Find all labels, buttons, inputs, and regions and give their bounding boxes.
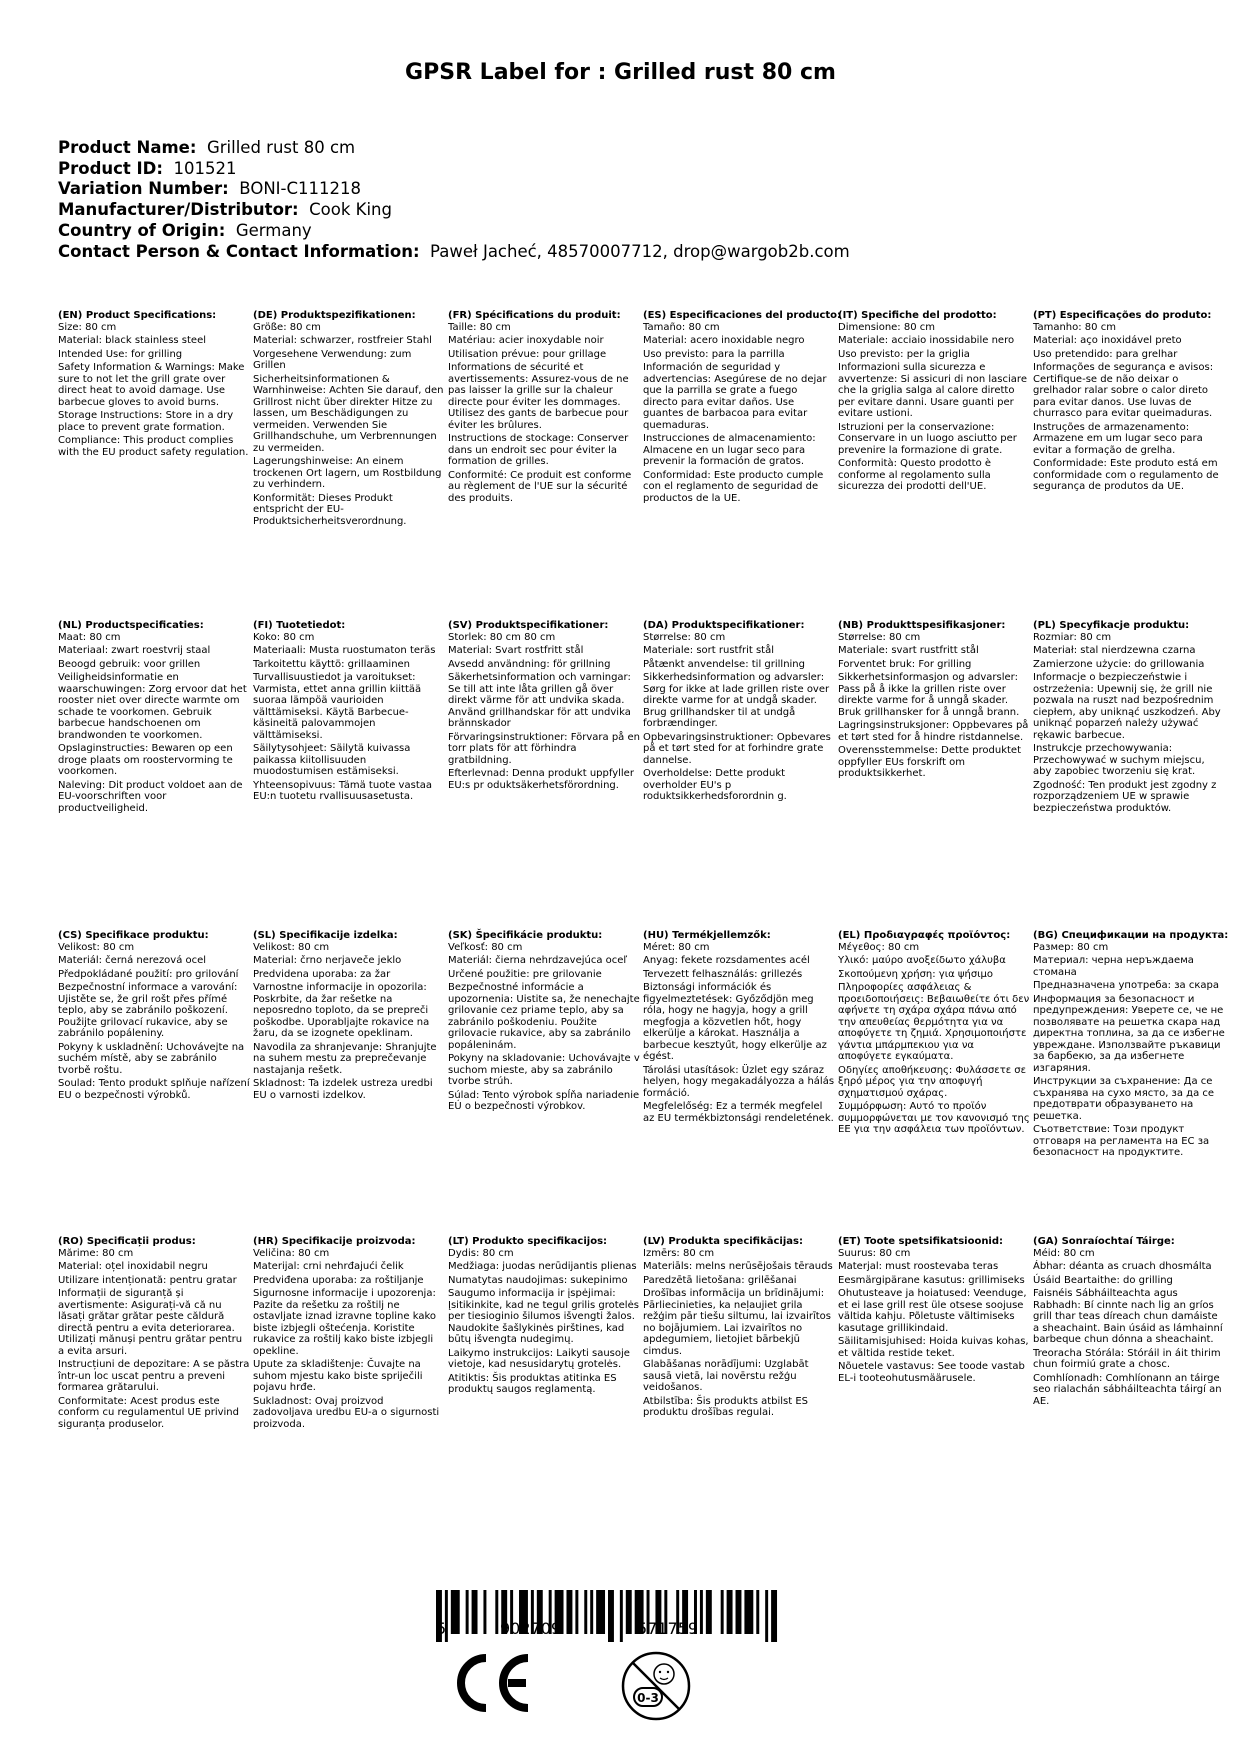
spec-line: Materiale: sort rustfrit stål [643, 645, 774, 656]
spec-line: Förvaringsinstruktioner: Förvara på en torr plats för att förhindra gratbildning. [448, 731, 640, 766]
spec-line: Numatytas naudojimas: sukepinimo [448, 1274, 628, 1286]
barcode-lead-digit: 5 [436, 1619, 447, 1638]
spec-line: Storlek: 80 cm 80 cm [448, 631, 556, 643]
spec-line: Istruzioni per la conservazione: Conservare in un luogo asciutto per prevenire la formazione di grate. [838, 421, 1017, 456]
spec-line: Ohutusteave ja hoiatused: Veenduge, et ei lase grill rest üle otsese soojuse vältida kahju. Põletuste vältimiseks kasutage grillikindaid. [838, 1288, 1027, 1334]
spec-heading: (PL) Specyfikacje produktu: [1033, 620, 1190, 631]
spec-block [448, 1236, 640, 1398]
spec-heading: (SV) Produktspecifikationer: [448, 620, 609, 631]
spec-line: Saugumo informacija ir įspėjimai: Įsitikinkite, kad ne tegul grilis grotelės per tiesioginio šilumos išvengti žalos. Naudokite šašlykinės pirštines, kad būtų išvengta nudegimų. [448, 1288, 639, 1345]
spec-line: Atbilstība: Šis produkts atbilst ES produktu drošības regulai. [643, 1395, 809, 1418]
spec-heading: (SL) Specifikacije izdelka: [253, 930, 398, 941]
barcode-bar [756, 1590, 759, 1634]
spec-line: Sikkerhetsinformasjon og advarsler: Pass på å ikke la grillen riste over direkte varme for å unngå skader. Bruk grillhansker for å unngå brann. [838, 672, 1020, 718]
spec-line: Säilytysohjeet: Säilytä kuivassa paikassa kiitollisuuden muodostumisen estämiseksi. [253, 743, 411, 777]
spec-line: Συμμόρφωση: Αυτό το προϊόν συμμορφώνεται με τον κανονισμό της ΕΕ για την ασφάλεια των προϊόντων. [838, 1101, 1030, 1135]
spec-line: Biztonsági információk és figyelmeztetések: Győződjön meg róla, hogy ne hagyja, hogy a grill megfogja a közvetlen hőt, hogy elkerülje a károkat. Használja a barbecue kesztyűt, hogy elkerülje az égést. [643, 982, 827, 1062]
spec-block [253, 310, 445, 529]
spec-line: Nõuetele vastavus: See toode vastab EL-i tooteohutusmäärusele. [838, 1361, 1025, 1384]
spec-line: Comhlíonadh: Comhlíonann an táirge seo rialachán sábháilteachta táirgí an AE. [1033, 1372, 1222, 1407]
spec-line: Instructions de stockage: Conserver dans un endroit sec pour éviter la formation de grilles. [448, 433, 629, 467]
spec-line: Yhteensopivuus: Tämä tuote vastaa EU:n tuotetu rvallisuusasetusta. [253, 779, 432, 802]
spec-line: Laikymo instrukcijos: Laikyti sausoje vietoje, kad nesusidarytų grotelės. [448, 1347, 630, 1370]
spec-line: Předpokládané použití: pro grilování [58, 968, 239, 980]
spec-heading: (ET) Toote spetsifikatsioonid: [838, 1236, 1004, 1247]
spec-line: Faisnéis Sábháilteachta agus Rabhadh: Bí cinnte nach lig an gríos grill thar teas díreach chun damáiste a sheachaint. Bain úsáid as lámhainní barbeque chun dónna a sheachaint. [1033, 1288, 1223, 1345]
barcode-bar [608, 1590, 614, 1642]
spec-line: Instrucțiuni de depozitare: A se păstra într-un loc uscat pentru a preveni formarea grătarului. [58, 1359, 250, 1393]
spec-heading: (NL) Productspecificaties: [58, 620, 204, 631]
spec-block [448, 620, 640, 793]
barcode-bar [483, 1590, 486, 1634]
info-country-of-origin: Country of Origin: Germany [58, 220, 312, 240]
spec-line: Utilizare intenționată: pentru gratar [58, 1274, 237, 1286]
spec-line: Soulad: Tento produkt splňuje nařízení EU o bezpečnosti výrobků. [58, 1078, 250, 1101]
spec-line: Veličina: 80 cm [253, 1247, 330, 1259]
barcode-bar [590, 1590, 593, 1634]
spec-line: Glabāšanas norādījumi: Uzglabāt sausā vietā, lai novērstu režģu veidošanos. [643, 1359, 809, 1393]
spec-line: Dydis: 80 cm [448, 1247, 514, 1259]
spec-line: Drošības informācija un brīdinājumi: Pārliecinieties, ka neļaujiet grila režģim pār tiešu siltumu, lai izvairītos no bojājumiem. Lai izvairītos no apdegumiem, lietojiet bārbekjū cimdus. [643, 1288, 831, 1357]
spec-line: Materijal: crni nehrđajući čelik [253, 1261, 404, 1272]
spec-line: Предназначена употреба: за скара [1033, 980, 1219, 991]
spec-line: Πληροφορίες ασφάλειας & προειδοποιήσεις: Βεβαιωθείτε ότι δεν αφήνετε τη σχάρα σχάρα πάνω από την απευθείας θερμότητα για να αποφύγετε τη ζημιά. Χρησιμοποιήστε γάντια μπάρμπεκιου για να αποφύγετε εγκαύματα. [838, 982, 1030, 1062]
spec-line: Instrukcje przechowywania: Przechowywać w suchym miejscu, aby zapobiec tworzeniu się krat. [1033, 743, 1205, 777]
spec-line: Størrelse: 80 cm [838, 631, 921, 643]
barcode-bar [575, 1590, 578, 1634]
spec-line: Informations de sécurité et avertissements: Assurez-vous de ne pas laisser la grille sur la chaleur directe pour éviter les dommages. Utilisez des gants de barbecue pour éviter les brûlures. [448, 362, 629, 431]
spec-heading: (BG) Спецификации на продукта: [1033, 930, 1229, 941]
info-product-name: Product Name: Grilled rust 80 cm [58, 138, 356, 157]
spec-block [1033, 620, 1225, 816]
spec-line: Pokyny k uskladnění: Uchovávejte na suchém místě, aby se zabránilo tvorbě roštu. [58, 1041, 245, 1076]
spec-heading: (PT) Especificações do produto: [1033, 310, 1212, 321]
spec-line: Conformità: Questo prodotto è conforme al regolamento sulla sicurezza dei prodotti dell'UE. [838, 458, 992, 492]
product-info [58, 138, 850, 262]
spec-line: Informații de siguranță și avertismente: Asigurați-vă că nu lăsați grătar grătar peste căldură directă pentru a evita deteriorarea. Utilizați mănuși pentru grătar pentru a evita arsuri. [58, 1288, 243, 1357]
spec-line: Tamaño: 80 cm [643, 321, 720, 333]
spec-line: Materiál: čierna nehrdzavejúca oceľ [448, 955, 628, 966]
spec-block [253, 930, 445, 1103]
spec-line: Säkerhetsinformation och varningar: Se till att inte låta grillen gå över direkt värme för att undvika skada. Använd grillhandskar för att undvika brännskador [448, 672, 631, 729]
spec-line: Veľkosť: 80 cm [448, 941, 523, 953]
spec-line: Uso pretendido: para grelhar [1033, 348, 1178, 360]
spec-line: Conformité: Ce produit est conforme au règlement de l'UE sur la sécurité des produits. [448, 469, 632, 504]
spec-block [643, 310, 842, 506]
spec-heading: (FI) Tuotetiedot: [253, 620, 346, 631]
spec-line: Material: acero inoxidable negro [643, 335, 805, 346]
spec-line: Compliance: This product complies with the EU product safety regulation. [58, 435, 249, 458]
spec-line: Materiāls: melns nerūsējošais tērauds [643, 1261, 833, 1272]
spec-line: Safety Information & Warnings: Make sure to not let the grill grate over direct heat to avoid damage. Use barbecue gloves to avoid burns. [58, 362, 245, 408]
barcode-bar [744, 1590, 753, 1634]
spec-line: Suurus: 80 cm [838, 1247, 911, 1259]
spec-heading: (NB) Produkttspesifikasjoner: [838, 620, 1006, 631]
spec-line: Информация за безопасност и предупреждения: Уверете се, че не позволявате на решетка скара над директна топлина, за да се избегне увреждане. Използвайте ръкавици за барбекю, за да избегнете изгаряния. [1033, 993, 1225, 1074]
spec-line: Méid: 80 cm [1033, 1247, 1095, 1259]
barcode-bar [626, 1590, 632, 1634]
barcode-right-digits: 571759 [637, 1619, 699, 1638]
spec-line: Veiligheidsinformatie en waarschuwingen: Zorg ervoor dat het rooster niet over directe warmte om schade te voorkomen. Gebruik barbecue handschoenen om brandwonden te voorkomen. [58, 672, 247, 741]
spec-line: Medžiaga: juodas nerūdijantis plienas [448, 1261, 637, 1272]
age-warning-icon [620, 1650, 692, 1722]
spec-line: Koko: 80 cm [253, 631, 315, 643]
svg-text:0-3: 0-3 [637, 1691, 659, 1705]
spec-line: Material: black stainless steel [58, 335, 207, 346]
spec-line: Materiál: černá nerezová ocel [58, 955, 207, 966]
barcode-bar [620, 1590, 623, 1642]
spec-line: Съответствие: Този продукт отговаря на регламента на ЕС за безопасност на продуктите. [1033, 1124, 1210, 1158]
spec-line: Izmērs: 80 cm [643, 1247, 715, 1259]
spec-line: Matériau: acier inoxydable noir [448, 335, 604, 346]
spec-line: Naleving: Dit product voldoet aan de EU-voorschriften voor productveiligheid. [58, 779, 243, 814]
spec-line: Anyag: fekete rozsdamentes acél [643, 955, 810, 966]
spec-block [643, 930, 835, 1126]
spec-block [838, 620, 1030, 782]
spec-line: Rozmiar: 80 cm [1033, 631, 1112, 643]
spec-line: Conformidad: Este producto cumple con el reglamento de seguridad de productos de la UE. [643, 469, 824, 504]
spec-line: Materiale: acciaio inossidabile nero [838, 335, 1015, 346]
spec-line: Material: črno nerjaveče jeklo [253, 955, 402, 966]
barcode-bar [451, 1590, 460, 1634]
spec-line: Predviđena uporaba: za roštiljanje [253, 1274, 424, 1286]
spec-line: Skladnost: Ta izdelek ustreza uredbi EU o varnosti izdelkov. [253, 1078, 433, 1101]
spec-line: Instruções de armazenamento: Armazene em um lugar seco para evitar a formação de grelha. [1033, 421, 1203, 456]
spec-line: Οδηγίες αποθήκευσης: Φυλάσσετε σε ξηρό μέρος για την αποφυγή σχηματισμού σχάρας. [838, 1064, 1027, 1099]
spec-block [448, 310, 640, 506]
spec-line: Paredzētā lietošana: grilēšanai [643, 1274, 797, 1286]
spec-block [1033, 310, 1225, 495]
spec-line: Σκοπούμενη χρήση: για ψήσιμο [838, 968, 994, 980]
barcode-bar [706, 1590, 712, 1634]
barcode-bar [700, 1590, 703, 1634]
spec-heading: (RO) Specificații produs: [58, 1236, 196, 1247]
spec-line: Overensstemmelse: Dette produktet oppfyller EUs forskrift om produktsikkerhet. [838, 745, 1021, 779]
spec-line: Conformitate: Acest produs este conform cu regulamentul UE privind siguranța produselor. [58, 1395, 239, 1430]
spec-line: Dimensione: 80 cm [838, 321, 935, 333]
spec-line: Informações de segurança e avisos: Certifique-se de não deixar o grelhador ralar sobre o calor direto para evitar danos. Use luvas de churrasco para evitar queimaduras. [1033, 362, 1214, 419]
spec-line: Material: aço inoxidável preto [1033, 335, 1182, 346]
spec-line: Conformidade: Este produto está em conformidade com o regulamento de segurança de produtos da UE. [1033, 458, 1219, 492]
spec-line: Navodila za shranjevanje: Shranjujte na suhem mestu za preprečevanje nastajanja rešetk. [253, 1041, 437, 1076]
spec-line: Μέγεθος: 80 cm [838, 941, 920, 953]
spec-heading: (IT) Specifiche del prodotto: [838, 310, 997, 321]
spec-line: Tarkoitettu käyttö: grillaaminen [253, 658, 411, 670]
spec-line: Размер: 80 cm [1033, 941, 1109, 953]
spec-line: Informacje o bezpieczeństwie i ostrzeżenia: Upewnij się, że grill nie pozwala na ruszt nad bezpośrednim ciepłem, aby uniknąć uszkodzeń. Aby uniknąć poparzeń należy używać rękawic barbecue. [1033, 672, 1221, 741]
barcode-bar [721, 1590, 724, 1634]
info-contact: Contact Person & Contact Information: Paweł Jacheć, 48570007712, drop@wargob2b.com [58, 241, 850, 261]
barcode-bar [472, 1590, 478, 1634]
spec-line: Zamierzone użycie: do grillowania [1033, 658, 1205, 670]
barcode-bar [495, 1590, 498, 1634]
spec-block [58, 930, 250, 1103]
spec-block [838, 930, 1030, 1138]
spec-line: Størrelse: 80 cm [643, 631, 726, 643]
spec-line: Intended Use: for grilling [58, 348, 183, 360]
spec-line: Súlad: Tento výrobok spĺňa nariadenie EÚ o bezpečnosti výrobkov. [448, 1089, 640, 1112]
spec-line: Storage Instructions: Store in a dry place to prevent grate formation. [58, 410, 234, 433]
spec-block [253, 620, 445, 805]
spec-line: Velikost: 80 cm [253, 941, 330, 953]
spec-block [643, 1236, 835, 1421]
page-title: GPSR Label for : Grilled rust 80 cm [405, 60, 836, 85]
spec-line: Predvidena uporaba: za žar [253, 968, 391, 980]
spec-line: Eesmärgipärane kasutus: grillimiseks [838, 1274, 1025, 1286]
spec-line: Sicherheitsinformationen & Warnhinweise: Achten Sie darauf, den Grillrost nicht über direkter Hitze zu lassen, um Beschädigungen zu vermeiden. Verwenden Sie Grillhandschuhe, um Verbrennungen zu vermeiden. [253, 373, 444, 454]
spec-block [1033, 1236, 1225, 1409]
info-product-id: Product ID: 101521 [58, 158, 237, 178]
spec-line: Säilitamisjuhised: Hoida kuivas kohas, et vältida restide teket. [838, 1336, 1029, 1359]
spec-heading: (HU) Termékjellemzők: [643, 930, 771, 941]
spec-line: Größe: 80 cm [253, 321, 321, 333]
spec-line: Uso previsto: para la parrilla [643, 348, 785, 360]
spec-line: Sikkerhedsinformation og advarsler: Sørg for ikke at lade grillen riste over direkte varme for at undgå skader. Brug grillhandsker til at undgå forbrændinger. [643, 672, 830, 729]
spec-line: Материал: черна неръждаема стомана [1033, 955, 1194, 978]
spec-heading: (SK) Špecifikácie produktu: [448, 930, 603, 941]
spec-line: Lagringsinstruksjoner: Oppbevares på et tørt sted for å hindre ristdannelse. [838, 720, 1029, 743]
spec-line: Υλικό: μαύρο ανοξείδωτο χάλυβα [838, 955, 1006, 966]
spec-line: Atitiktis: Šis produktas atitinka ES produktų saugos reglamentą. [448, 1372, 617, 1395]
spec-heading: (LT) Produkto specifikacijos: [448, 1236, 608, 1247]
spec-line: Instrucciones de almacenamiento: Almacene en un lugar seco para prevenir la formación de gratos. [643, 433, 816, 467]
spec-block [448, 930, 640, 1115]
barcode-bar [736, 1590, 742, 1634]
spec-block [58, 310, 250, 460]
spec-block [643, 620, 835, 805]
spec-line: Materiale: svart rustfritt stål [838, 645, 979, 656]
spec-line: Vorgesehene Verwendung: zum Grillen [253, 348, 412, 371]
barcode-bar [466, 1590, 469, 1634]
spec-line: Tervezett felhasználás: grillezés [643, 968, 803, 980]
spec-heading: (FR) Spécifications du produit: [448, 310, 621, 321]
barcode-bar [584, 1590, 587, 1634]
spec-line: Určené použitie: pre grilovanie [448, 968, 602, 980]
spec-line: Upute za skladištenje: Čuvajte na suhom mjestu kako biste spriječili pojavu hrđe. [253, 1359, 423, 1393]
spec-line: Bezpečnostné informácie a upozornenia: Uistite sa, že nenechajte grilovanie cez priame teplo, aby sa zabránilo poškodeniu. Použite grilovacie rukavice, aby sa zabránilo popáleninám. [448, 982, 640, 1051]
spec-heading: (DA) Produktspecifikationer: [643, 620, 805, 631]
spec-line: Velikost: 80 cm [58, 941, 135, 953]
spec-line: Úsáid Beartaithe: do grilling [1033, 1274, 1173, 1286]
spec-line: Materiaal: zwart roestvrij staal [58, 645, 211, 656]
spec-line: Opslaginstructies: Bewaren op een droge plaats om roostervorming te voorkomen. [58, 743, 233, 777]
spec-line: Treoracha Stórála: Stóráil in áit thirim chun foirmiú grate a chosc. [1033, 1347, 1221, 1370]
spec-line: Forventet bruk: For grilling [838, 658, 972, 670]
spec-line: Méret: 80 cm [643, 941, 710, 953]
spec-block [1033, 930, 1229, 1161]
info-manufacturer: Manufacturer/Distributor: Cook King [58, 200, 392, 220]
spec-line: Varnostne informacije in opozorila: Poskrbite, da žar rešetke na neposredno toploto, da se prepreči poškodbe. Uporabljajte rokavice na žaru, da se izognete opeklinam. [253, 982, 430, 1039]
spec-line: Инструкции за съхранение: Да се съхранява на сухо място, за да се предотврати образуването на решетка. [1033, 1076, 1215, 1122]
spec-line: Ábhar: déanta as cruach dhosmálta [1033, 1261, 1212, 1272]
spec-line: Información de seguridad y advertencias: Asegúrese de no dejar que la parrilla se grate a fuego directo para evitar daños. Use guantes de barbacoa para evitar quemaduras. [643, 362, 827, 431]
spec-line: Tárolási utasítások: Üzlet egy száraz helyen, hogy megakadályozza a hálás formáció. [643, 1064, 835, 1099]
spec-line: Material: schwarzer, rostfreier Stahl [253, 335, 432, 346]
spec-heading: (LV) Produkta specifikācijas: [643, 1236, 803, 1247]
spec-block [58, 1236, 250, 1432]
barcode-bar [727, 1590, 733, 1634]
spec-block [838, 310, 1030, 495]
spec-line: Material: oțel inoxidabil negru [58, 1261, 208, 1272]
spec-line: Opbevaringsinstruktioner: Opbevares på et tørt sted for at forhindre grate dannelse. [643, 731, 831, 766]
spec-heading: (GA) Sonraíochtaí Táirge: [1033, 1236, 1175, 1247]
spec-heading: (EL) Προδιαγραφές προϊόντος: [838, 930, 1011, 941]
spec-heading: (HR) Specifikacije proizvoda: [253, 1236, 416, 1247]
barcode-bar [566, 1590, 572, 1634]
spec-line: Informazioni sulla sicurezza e avvertenze: Si assicuri di non lasciare che la griglia salga al calore diretto per evitare danni. Usare guanti per evitare ustioni. [838, 362, 1027, 419]
spec-line: Utilisation prévue: pour grillage [448, 348, 607, 360]
spec-line: Uso previsto: per la griglia [838, 348, 970, 360]
spec-heading: (CS) Specifikace produktu: [58, 930, 209, 941]
spec-line: Materiaali: Musta ruostumaton teräs [253, 645, 436, 656]
spec-line: Taille: 80 cm [448, 321, 511, 333]
spec-line: Avsedd användning: för grillning [448, 658, 611, 670]
spec-block [253, 1236, 445, 1432]
barcode-left-digits: 902709 [500, 1619, 562, 1638]
spec-line: Material: Svart rostfritt stål [448, 645, 584, 656]
spec-line: Sigurnosne informacije i upozorenja: Pazite da rešetku za roštilj ne ostavljate iznad izravne topline kako biste izbjegli oštećenja. Koristite rukavice za roštilj kako biste izbjegli opekline. [253, 1288, 437, 1357]
spec-line: Bezpečnostní informace a varování: Ujistěte se, že gril rošt přes přímé teplo, aby se zabránilo poškození. Použijte grilovací rukavice, aby se zabránilo popáleniny. [58, 982, 238, 1039]
spec-line: Megfelelőség: Ez a termék megfelel az EU termékbiztonsági rendeletének. [643, 1101, 834, 1124]
spec-line: Zgodność: Ten produkt jest zgodny z rozporządzeniem UE w sprawie bezpieczeństwa produktów. [1033, 779, 1217, 814]
spec-heading: (EN) Product Specifications: [58, 310, 217, 321]
spec-line: Overholdelse: Dette produkt overholder EU's p roduktsikkerhedsforordnin g. [643, 768, 787, 802]
spec-line: Pokyny na skladovanie: Uchovávajte v suchom mieste, aby sa zabránilo tvorbe strúh. [448, 1053, 640, 1087]
spec-line: Lagerungshinweise: An einem trockenen Ort lagern, um Rostbildung zu verhindern. [253, 456, 442, 490]
barcode-bar [765, 1590, 768, 1642]
spec-line: Sukladnost: Ovaj proizvod zadovoljava uredbu EU-a o sigurnosti proizvoda. [253, 1395, 440, 1430]
spec-heading: (DE) Produktspezifikationen: [253, 310, 416, 321]
spec-line: Turvallisuustiedot ja varoitukset: Varmista, ettet anna grillin kiittää suoraa lämpöä vaurioiden välttämiseksi. Käytä Barbecue-käsineitä palovammojen välttämiseksi. [253, 672, 422, 741]
spec-line: Materjal: must roostevaba teras [838, 1261, 999, 1272]
info-variation-number: Variation Number: BONI-C111218 [58, 179, 361, 199]
spec-line: Mărime: 80 cm [58, 1247, 134, 1259]
spec-line: Påtænkt anvendelse: til grillning [643, 658, 805, 670]
ce-mark-icon [450, 1652, 532, 1714]
spec-line: Materiał: stal nierdzewna czarna [1033, 645, 1196, 656]
spec-line: Maat: 80 cm [58, 631, 121, 643]
spec-line: Beoogd gebruik: voor grillen [58, 658, 201, 670]
spec-line: Tamanho: 80 cm [1033, 321, 1116, 333]
spec-line: Konformität: Dieses Produkt entspricht der EU-Produktsicherheitsverordnung. [253, 492, 407, 527]
spec-line: Size: 80 cm [58, 321, 117, 333]
spec-block [58, 620, 250, 816]
spec-line: Efterlevnad: Denna produkt uppfyller EU:s pr oduktsäkerhetsförordning. [448, 768, 634, 791]
spec-block [838, 1236, 1030, 1386]
barcode-bar [771, 1590, 777, 1642]
spec-heading: (ES) Especificaciones del producto: [643, 310, 842, 321]
barcode-bar [596, 1590, 605, 1634]
